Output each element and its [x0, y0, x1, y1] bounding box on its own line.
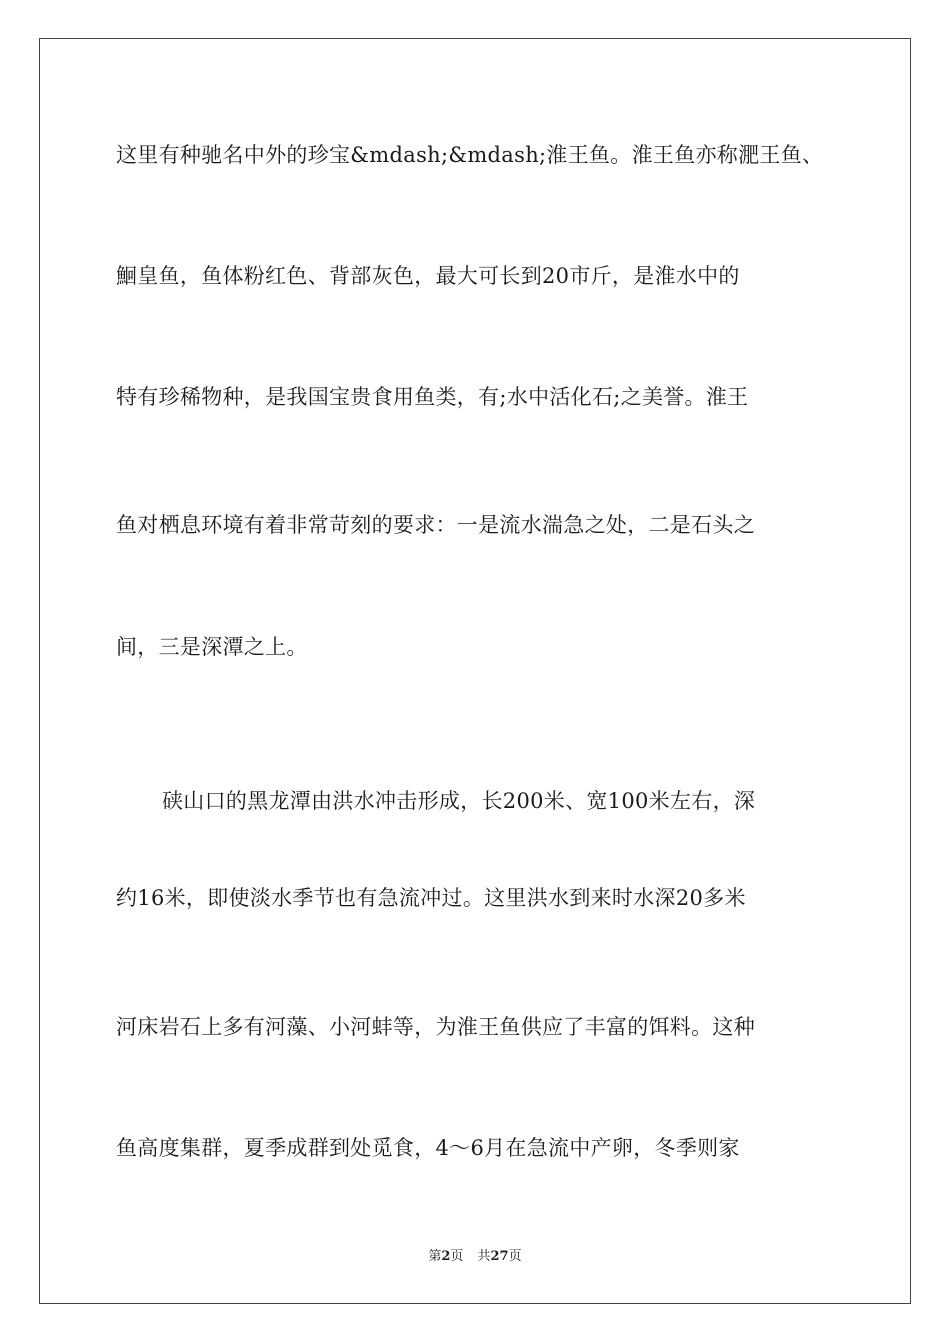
- text-line-2: 鮰皇鱼，鱼体粉红色、背部灰色，最大可长到20市斤，是淮水中的: [116, 264, 740, 288]
- text-line-9: 鱼高度集群，夏季成群到处觅食，4～6月在急流中产卵，冬季则家: [116, 1136, 740, 1160]
- total-suffix: 页: [508, 1249, 522, 1264]
- text-line-5: 间，三是深潭之上。: [116, 635, 308, 659]
- page-prefix: 第: [428, 1249, 442, 1264]
- text-line-7: 约16米，即使淡水季节也有急流冲过。这里洪水到来时水深20多米: [116, 886, 746, 910]
- total-pages: 27: [490, 1249, 509, 1264]
- text-line-6: 硖山口的黑龙潭由洪水冲击形成，长200米、宽100米左右，深: [162, 789, 756, 813]
- total-prefix: 共: [477, 1249, 491, 1264]
- page-number: 2: [441, 1249, 451, 1264]
- text-line-4: 鱼对栖息环境有着非常苛刻的要求：一是流水湍急之处，二是石头之: [116, 513, 755, 537]
- page-suffix: 页: [450, 1249, 464, 1264]
- page-frame: [39, 38, 911, 1304]
- text-line-3: 特有珍稀物种，是我国宝贵食用鱼类，有;水中活化石;之美誉。淮王: [116, 385, 749, 409]
- text-line-1: 这里有种驰名中外的珍宝&mdash;&mdash;淮王鱼。淮王鱼亦称淝王鱼、: [116, 143, 824, 167]
- page-footer: [0, 1248, 950, 1266]
- text-line-8: 河床岩石上多有河藻、小河蚌等，为淮王鱼供应了丰富的饵料。这种: [116, 1015, 755, 1039]
